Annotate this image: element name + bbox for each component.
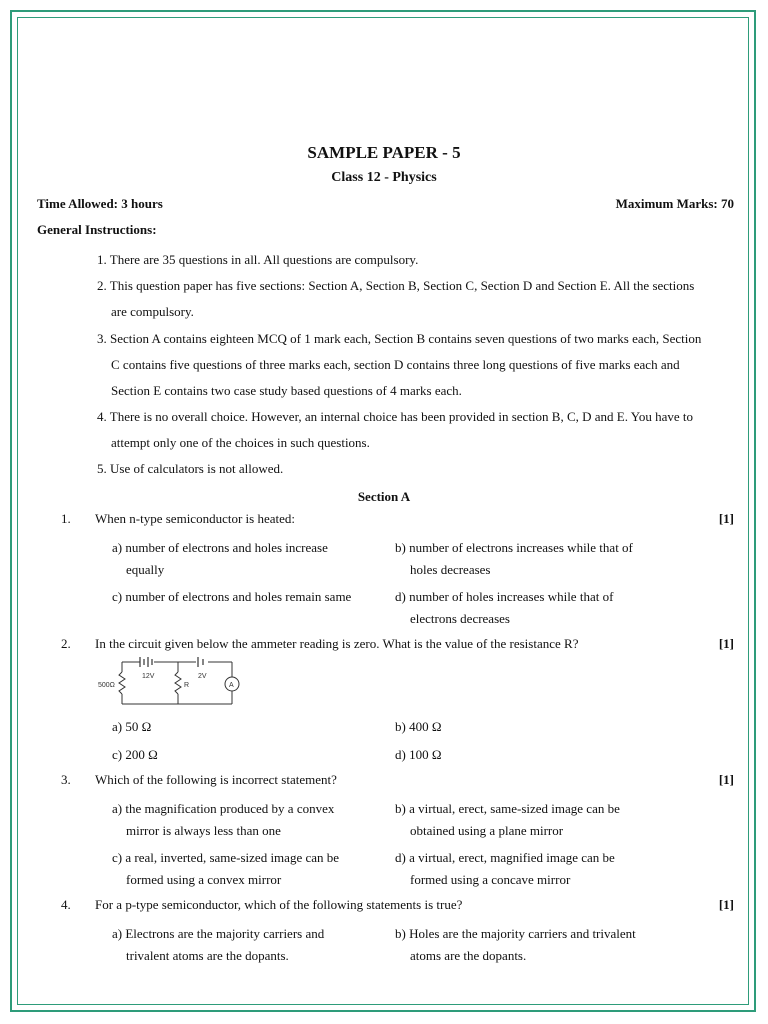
resistor-500-label: 500Ω [98,682,115,689]
battery-12v-label: 12V [142,673,155,680]
option-a: a) number of electrons and holes increase [112,540,328,555]
option-a-cont: equally [126,562,165,577]
time-allowed: Time Allowed: 3 hours [37,196,163,211]
general-instructions-heading: General Instructions: [37,222,157,237]
question-text: For a p-type semiconductor, which of the following statements is true? [95,897,463,912]
instruction-line: attempt only one of the choices in such questions. [111,435,370,450]
battery-2v-label: 2V [198,673,207,680]
section-a-heading: Section A [357,489,411,504]
option-d: d) 100 Ω [395,747,442,762]
instruction-item: 5. Use of calculators is not allowed. [97,461,284,476]
instruction-line: C contains five questions of three marks each, section D contains three long questions of five marks each and [111,357,680,372]
option-b: b) number of electrons increases while that of [395,540,633,555]
question-number: 1. [61,511,71,526]
option-d-cont: formed using a concave mirror [410,872,571,887]
option-b-cont: holes decreases [410,562,491,577]
question-number: 4. [61,897,71,912]
option-b: b) 400 Ω [395,719,442,734]
question-text: In the circuit given below the ammeter reading is zero. What is the value of the resistance R? [95,636,579,651]
question-number: 3. [61,772,71,787]
option-d: d) a virtual, erect, magnified image can be [395,850,615,865]
instruction-line: are compulsory. [111,304,194,319]
option-a: a) the magnification produced by a convex [112,801,335,816]
option-c-cont: formed using a convex mirror [126,872,282,887]
question-marks: [1] [718,636,734,651]
maximum-marks: Maximum Marks: 70 [615,196,734,211]
option-a-cont: trivalent atoms are the dopants. [126,948,289,963]
page-title: SAMPLE PAPER - 5 [307,143,461,162]
resistor-r-label: R [184,682,190,689]
question-text: When n-type semiconductor is heated: [95,511,295,526]
option-b: b) Holes are the majority carriers and trivalent [395,926,636,941]
question-number: 2. [61,636,71,651]
option-b-cont: atoms are the dopants. [410,948,527,963]
option-c: c) 200 Ω [112,747,158,762]
question-marks: [1] [718,772,734,787]
option-a: a) 50 Ω [112,719,152,734]
option-b: b) a virtual, erect, same-sized image can be [395,801,620,816]
option-c: c) a real, inverted, same-sized image can be [112,850,340,865]
instruction-item: 2. This question paper has five sections: Section A, Section B, Section C, Section D and Section E. All the sections [97,278,695,293]
circuit-diagram [92,652,242,708]
question-marks: [1] [718,511,734,526]
option-c: c) number of electrons and holes remain same [112,589,352,604]
option-d: d) number of holes increases while that of [395,589,614,604]
option-a-cont: mirror is always less than one [126,823,281,838]
question-marks: [1] [718,897,734,912]
page-subtitle: Class 12 - Physics [331,170,437,185]
instruction-item: 1. There are 35 questions in all. All questions are compulsory. [97,252,419,267]
instruction-line: Section E contains two case study based questions of 4 marks each. [111,383,462,398]
question-text: Which of the following is incorrect statement? [95,772,337,787]
option-b-cont: obtained using a plane mirror [410,823,564,838]
option-d-cont: electrons decreases [410,611,510,626]
instruction-item: 3. Section A contains eighteen MCQ of 1 mark each, Section B contains seven questions of two marks each, Section [97,331,702,346]
instruction-item: 4. There is no overall choice. However, an internal choice has been provided in section B, C, D and E. You have to [97,409,693,424]
option-a: a) Electrons are the majority carriers and [112,926,325,941]
ammeter-label: A [229,682,234,689]
